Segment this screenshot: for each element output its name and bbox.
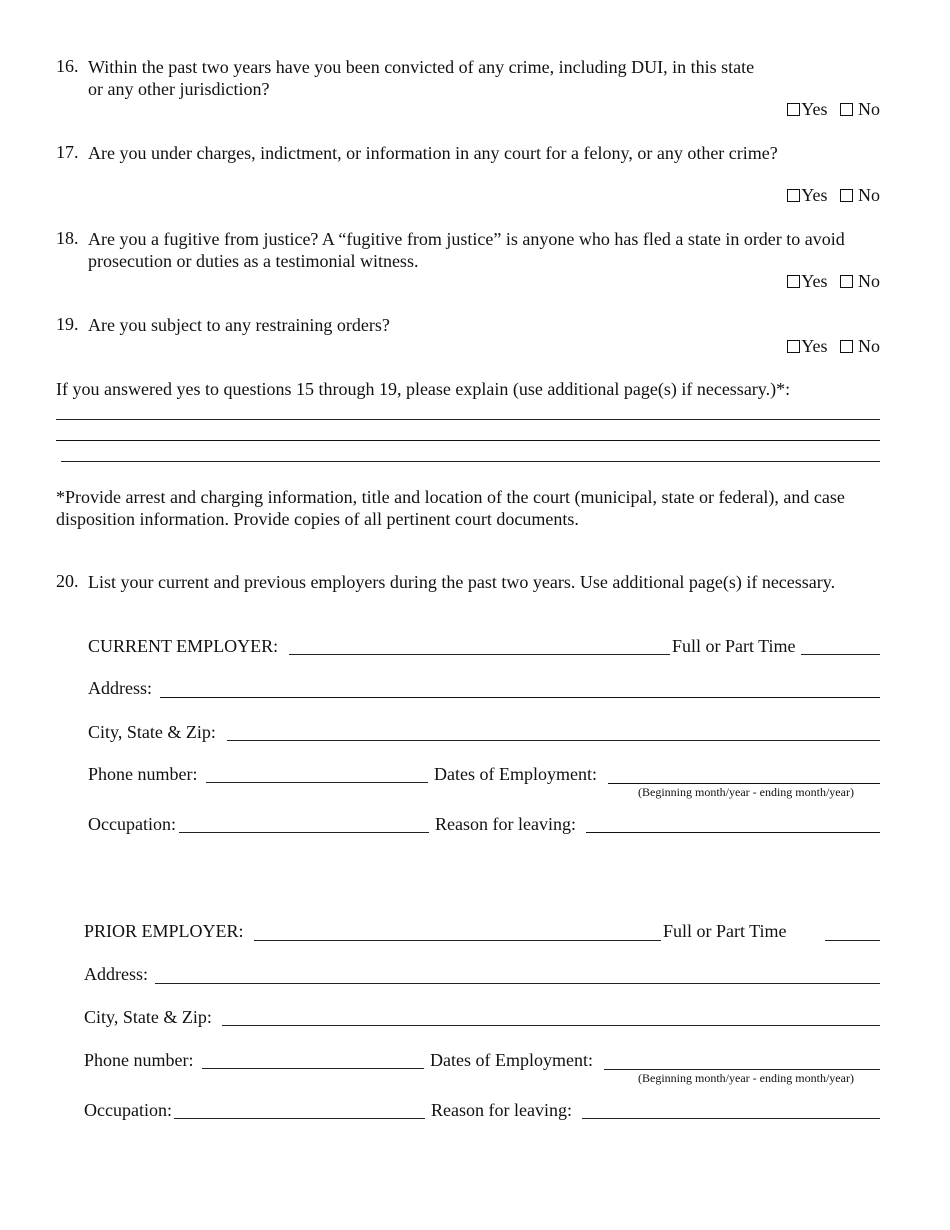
question-18-no-label: No <box>858 271 880 291</box>
current-phone-field[interactable] <box>206 782 428 783</box>
question-18-line-2: prosecution or duties as a testimonial witness. <box>88 251 419 271</box>
question-16-yes-label: Yes <box>801 99 828 119</box>
prior-phone-field[interactable] <box>202 1068 424 1069</box>
current-reason-field[interactable] <box>586 832 880 833</box>
question-19-text: Are you subject to any restraining orders? <box>88 315 390 335</box>
explain-line-1[interactable] <box>56 419 880 420</box>
question-17-yes-label: Yes <box>801 185 828 205</box>
question-18-yes-checkbox[interactable] <box>787 275 800 288</box>
question-16-yes-checkbox[interactable] <box>787 103 800 116</box>
current-city-field[interactable] <box>227 740 880 741</box>
question-18-answer <box>787 271 880 292</box>
question-19-no-label: No <box>858 336 880 356</box>
prior-phone-label: Phone number: <box>84 1050 194 1070</box>
current-employer-field[interactable] <box>289 654 670 655</box>
question-20-text: List your current and previous employers during the past two years. Use additional page(s) if necessary. <box>88 572 836 592</box>
prior-reason-field[interactable] <box>582 1118 880 1119</box>
question-19-no-checkbox[interactable] <box>840 340 853 353</box>
current-address-field[interactable] <box>160 697 880 698</box>
question-17-text: Are you under charges, indictment, or information in any court for a felony, or any other crime? <box>88 143 778 163</box>
question-16-answer <box>787 99 880 120</box>
current-occupation-field[interactable] <box>179 832 429 833</box>
footnote-line-2: disposition information. Provide copies of all pertinent court documents. <box>56 509 579 529</box>
prior-reason-label: Reason for leaving: <box>431 1100 572 1120</box>
question-17-no-checkbox[interactable] <box>840 189 853 202</box>
question-19-answer <box>787 336 880 357</box>
current-full-part-field[interactable] <box>801 654 880 655</box>
current-dates-hint: (Beginning month/year - ending month/year) <box>638 785 854 799</box>
current-city-label: City, State & Zip: <box>88 722 216 742</box>
prior-full-part-label: Full or Part Time <box>663 921 787 941</box>
question-17-answer <box>787 185 880 206</box>
prior-employer-label: PRIOR EMPLOYER: <box>84 921 244 941</box>
question-16-line-1: Within the past two years have you been convicted of any crime, including DUI, in this state <box>88 57 755 77</box>
question-16-no-checkbox[interactable] <box>840 103 853 116</box>
prior-full-part-field[interactable] <box>825 940 880 941</box>
question-16-no-label: No <box>858 99 880 119</box>
current-dates-field[interactable] <box>608 783 880 784</box>
question-17-no-label: No <box>858 185 880 205</box>
current-employer-label: CURRENT EMPLOYER: <box>88 636 279 656</box>
question-17-yes-checkbox[interactable] <box>787 189 800 202</box>
question-18-number: 18. <box>56 228 79 248</box>
prior-city-label: City, State & Zip: <box>84 1007 212 1027</box>
question-19-yes-label: Yes <box>801 336 828 356</box>
prior-dates-hint: (Beginning month/year - ending month/year) <box>638 1071 854 1085</box>
current-reason-label: Reason for leaving: <box>435 814 576 834</box>
question-18-line-1: Are you a fugitive from justice? A “fugitive from justice” is anyone who has fled a state in order to avoid <box>88 229 845 249</box>
footnote <box>56 486 845 530</box>
explain-line-2[interactable] <box>56 440 880 441</box>
prior-address-label: Address: <box>84 964 148 984</box>
prior-dates-field[interactable] <box>604 1069 880 1070</box>
prior-address-field[interactable] <box>155 983 880 984</box>
question-18-yes-label: Yes <box>801 271 828 291</box>
question-19-number: 19. <box>56 314 79 334</box>
question-17-number: 17. <box>56 142 79 162</box>
current-address-label: Address: <box>88 678 152 698</box>
prior-dates-label: Dates of Employment: <box>430 1050 593 1070</box>
explain-line-3[interactable] <box>61 461 880 462</box>
question-18-text <box>88 228 845 272</box>
question-16-number: 16. <box>56 56 79 76</box>
current-full-part-label: Full or Part Time <box>672 636 796 656</box>
prior-occupation-field[interactable] <box>174 1118 425 1119</box>
question-16-line-2: or any other jurisdiction? <box>88 79 270 99</box>
footnote-line-1: *Provide arrest and charging information, title and location of the court (municipal, state or federal), and case <box>56 487 845 507</box>
current-phone-label: Phone number: <box>88 764 198 784</box>
current-dates-label: Dates of Employment: <box>434 764 597 784</box>
explain-prompt: If you answered yes to questions 15 through 19, please explain (use additional page(s) if necessary.)*: <box>56 379 791 399</box>
prior-city-field[interactable] <box>222 1025 880 1026</box>
question-18-no-checkbox[interactable] <box>840 275 853 288</box>
question-19-yes-checkbox[interactable] <box>787 340 800 353</box>
prior-occupation-label: Occupation: <box>84 1100 172 1120</box>
prior-employer-field[interactable] <box>254 940 661 941</box>
current-occupation-label: Occupation: <box>88 814 176 834</box>
question-16-text <box>88 56 754 100</box>
question-20-number: 20. <box>56 571 79 591</box>
